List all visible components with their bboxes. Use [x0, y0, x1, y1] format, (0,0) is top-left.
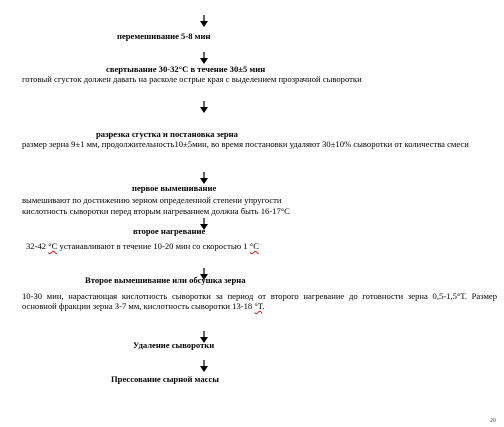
step-mixing-title: перемешивание 5-8 мин: [117, 31, 211, 41]
step-whey-removal-title: Удаление сыворотки: [133, 340, 215, 350]
page-number: 20: [490, 418, 496, 424]
step-first-mixing-detail-1: вымешивают по достижению зерном определенной степени упругости: [22, 195, 282, 205]
step-pressing-title: Прессование сырной массы: [111, 374, 219, 384]
second-heating-text: устанавливают в течение 10-20 мин со скоростью 1: [57, 241, 250, 251]
step-first-mixing-title: первое вымешивание: [132, 183, 217, 193]
second-heating-unit-1: °С: [48, 241, 58, 251]
step-second-mixing-title: Второе вымешивание или обсушка зерна: [85, 275, 246, 285]
step-second-heating-detail: [26, 241, 259, 251]
second-mixing-unit: °Т: [254, 301, 263, 311]
flow-arrow-8: [199, 360, 209, 372]
flow-arrow-3: [199, 101, 209, 113]
second-heating-unit-2: °С: [249, 241, 259, 251]
step-first-mixing-detail-2: кислотность сыворотки перед вторым нагреванием должна быть 16-17°С: [22, 206, 290, 216]
step-coagulation-detail: готовый сгусток должен давать на расколе острые края с выделением прозрачной сыворотки: [22, 74, 362, 84]
second-mixing-text: 10-30 мин, нарастающая кислотность сыворотки за период от второго нагревание до готовности зерна 0,5-1,5°Т. Размер основной фракции зерна 3-7 мм, кислотность сыворотки 13-18: [22, 291, 497, 311]
flow-arrow-2: [199, 52, 209, 64]
step-second-mixing-detail: [22, 291, 497, 311]
step-cutting-detail: размер зерна 9±1 мм, продолжительность10±5мин, во время постановки удаляют 30±10% сыворотки от количества смеси: [22, 139, 469, 149]
second-heating-range: 32-42: [26, 241, 49, 251]
step-second-heating-title: второе нагревание: [133, 226, 206, 236]
second-mixing-end: .: [262, 301, 265, 311]
flow-arrow-1: [199, 15, 209, 27]
step-cutting-title: разрезка сгустка и постановка зерна: [96, 129, 238, 139]
step-coagulation-title: свертывание 30-32°С в течение 30±5 мин: [106, 64, 266, 74]
